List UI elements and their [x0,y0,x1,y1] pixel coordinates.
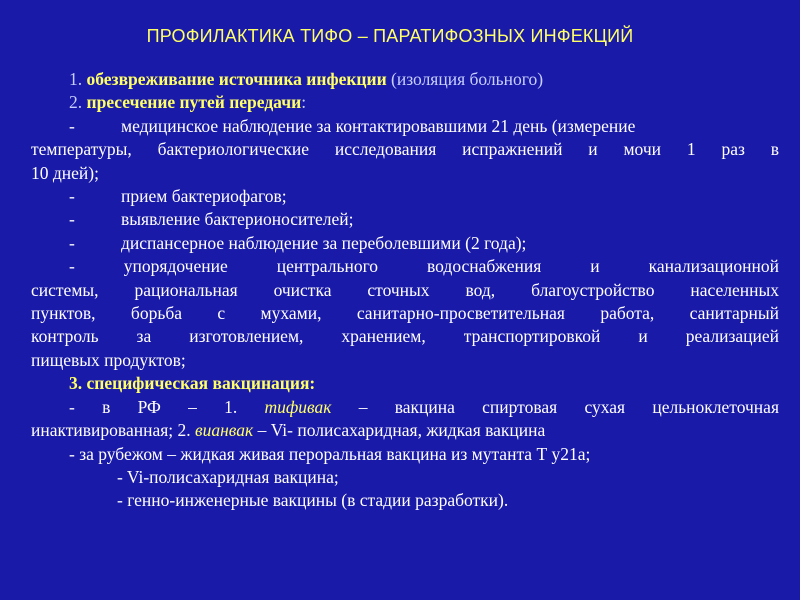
dash-item-1-line-1 [31,115,779,138]
list-item-1 [31,68,779,91]
dash-item-5-line-1: - упорядочение центрального водоснабжения и канализационной [69,256,779,277]
item-3-number: 3. [69,373,83,394]
vaccine-line-5: - генно-инженерные вакцины (в стадии разработки). [117,490,509,511]
vaccine-line-2-c: – Vi- полисахаридная, жидкая вакцина [253,420,546,441]
slide-title: ПРОФИЛАКТИКА ТИФО – ПАРАТИФОЗНЫХ ИНФЕКЦИЙ [146,26,634,46]
dash-item-3 [31,208,779,231]
dash-item-1-text-1: медицинское наблюдение за контактировавшими 21 день (измерение [121,115,636,136]
dash-item-1-line-3: 10 дней); [31,162,99,183]
item-1-note: (изоляция больного) [386,69,544,89]
list-item-3 [31,372,779,395]
vaccine-line-1 [31,396,779,419]
dash-bullet: - [69,186,75,207]
dash-item-3-text: выявление бактерионосителей; [121,209,354,230]
item-2-number: 2. [69,92,83,113]
vaccine-line-3: - за рубежом – жидкая живая пероральная вакцина из мутанта Т у21а; [69,443,591,464]
dash-item-5-line-5: пищевых продуктов; [31,349,186,370]
dash-item-5-line-3: пунктов, борьба с мухами, санитарно-просветительная работа, санитарный [31,303,779,324]
item-1-number: 1. [69,69,83,89]
dash-item-4-text: диспансерное наблюдение за переболевшими (2 года); [121,232,527,253]
item-2-heading: пресечение путей передачи [86,92,302,113]
dash-item-5-line-4: контроль за изготовлением, хранением, транспортировкой и реализацией [31,326,779,347]
item-1-heading: обезвреживание источника инфекции [86,69,387,89]
dash-item-5-line-2: системы, рациональная очистка сточных вод, благоустройство населенных [31,279,779,300]
vaccine-line-2 [31,419,779,442]
dash-item-1-line-2: температуры, бактериологические исследования испражнений и мочи 1 раз в [31,139,779,160]
dash-bullet: - [69,115,75,136]
vaccine-name-vianvak: вианвак [195,420,254,441]
dash-item-2-text: прием бактериофагов; [121,186,287,207]
dash-item-2 [31,185,779,208]
vaccine-name-tifivak: тифивак [264,396,332,417]
vaccine-line-1-c: – вакцина спиртовая сухая цельноклеточная [331,396,779,417]
vaccine-line-2-a: инактивированная; 2. [31,420,195,441]
dash-item-4 [31,232,779,255]
list-item-2 [31,91,779,114]
dash-bullet: - [69,209,75,230]
vaccine-line-1-a: - в РФ – 1. [69,396,265,417]
dash-bullet: - [69,232,75,253]
vaccine-line-4: - Vi-полисахаридная вакцина; [117,466,339,487]
item-3-heading: специфическая вакцинация: [86,373,316,394]
item-2-colon: : [301,92,307,113]
slide-content [31,68,779,513]
